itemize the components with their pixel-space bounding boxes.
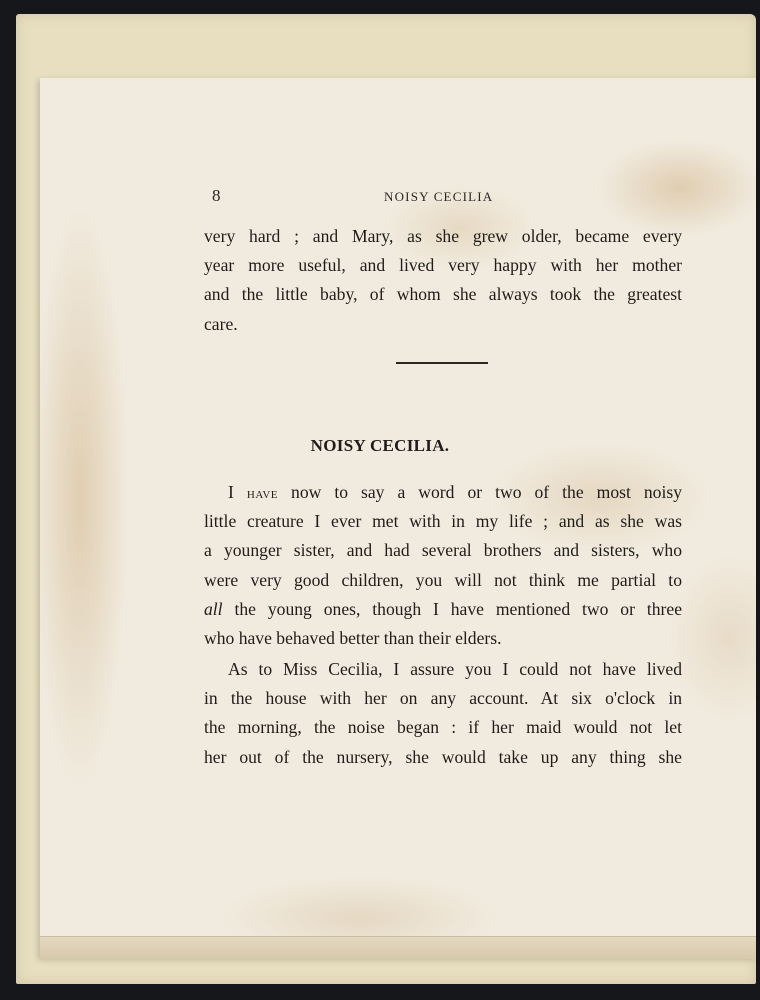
small-caps-lead: have [246,486,279,502]
previous-story-ending [204,222,682,339]
page-header [212,186,680,208]
text-line: very hard ; and Mary, as she grew older, became every [204,226,682,246]
section-title-text: NOISY CECILIA. [310,436,450,455]
text-line: year more useful, and lived very happy with her mother [204,255,682,276]
running-head: NOISY CECILIA [384,189,494,204]
text-line: her out of the nursery, she would take up any thing she [204,746,682,767]
paragraph-1 [204,478,682,653]
text-line: care. [204,313,238,334]
italic-word: all [204,598,223,619]
text-line: who have behaved better than their elders. [204,627,502,648]
text-line: the morning, the noise began : if her maid would not let [204,717,682,738]
text-line: and the little baby, of whom she always took the greatest [204,284,682,305]
text-line: a younger sister, and had several brothers and sisters, who [204,540,682,561]
section-divider [396,362,488,364]
text-line [204,478,682,507]
text-line-rest: now to say a word or two of the most noisy [278,482,683,502]
paragraph-2 [204,655,682,772]
section-title [0,436,760,456]
text-line: little creature I ever met with in my life ; and as she was [204,511,682,532]
text-line: As to Miss Cecilia, I assure you I could not have lived [228,659,682,679]
text-line-rest: the young ones, though I have mentioned two or three [222,598,682,619]
page-number: 8 [212,186,221,205]
drop-letter: I [228,482,234,502]
text-line: in the house with her on any account. At six o'clock in [204,688,682,709]
page-edge [40,936,756,959]
text-line: were very good children, you will not think me partial to [204,569,682,590]
text-line [204,595,682,624]
